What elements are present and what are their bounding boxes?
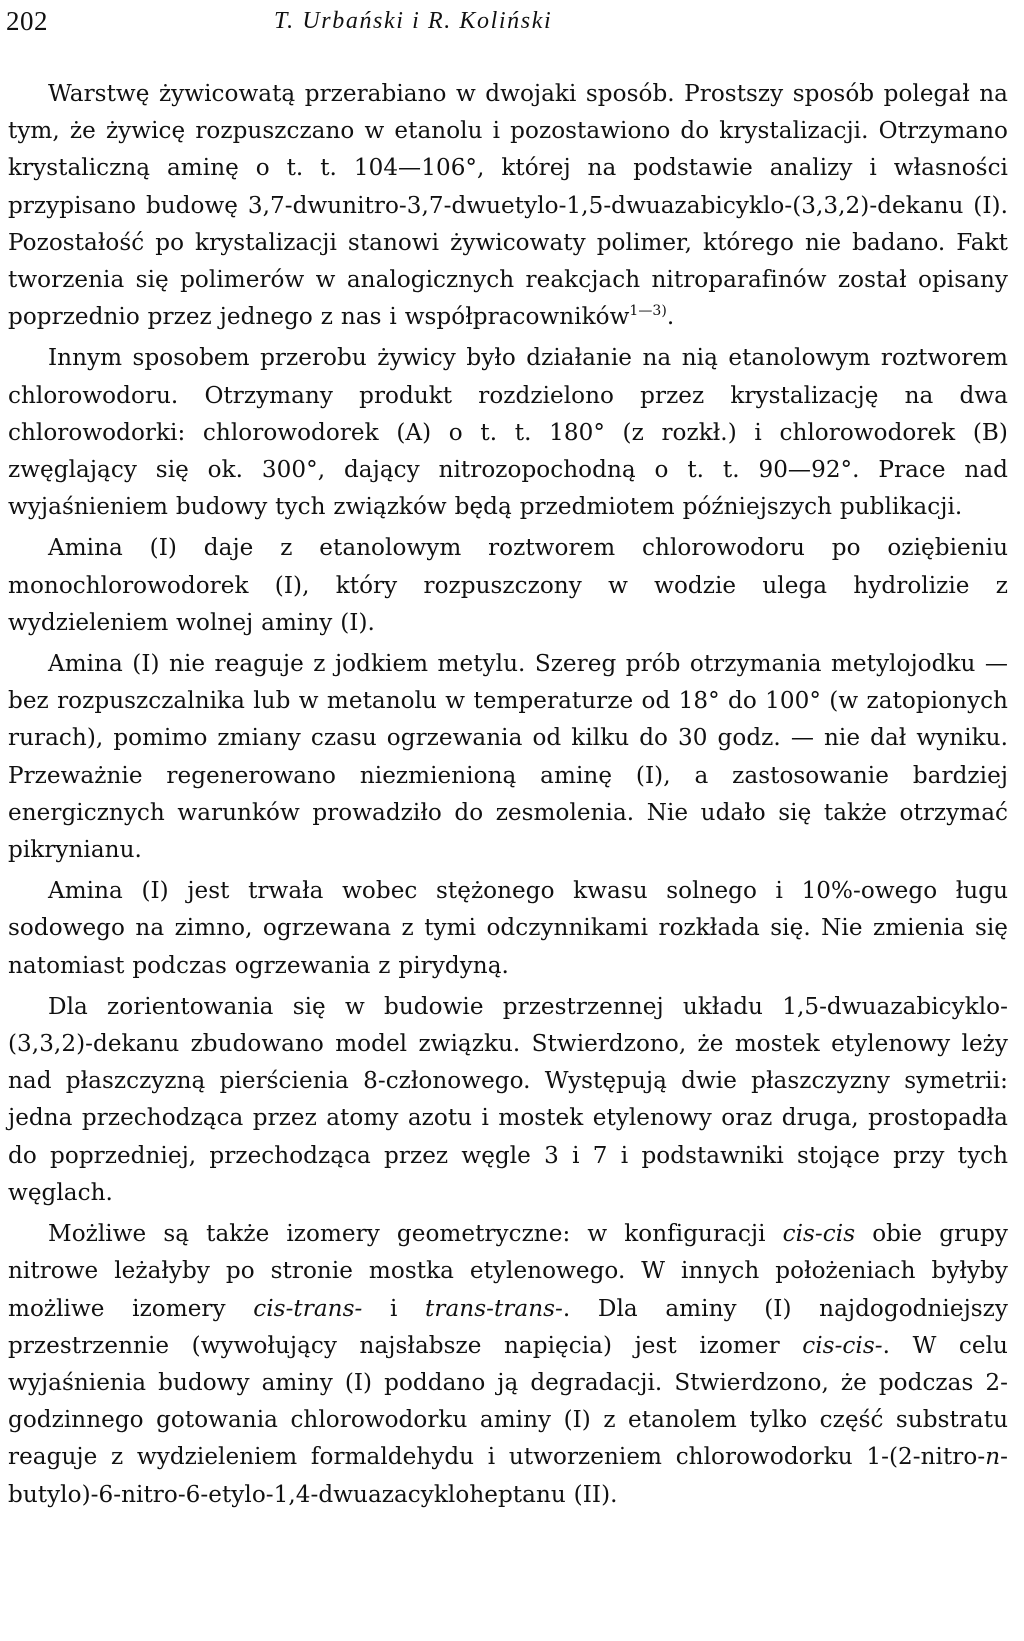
paragraph-7-seg-4: . Dla aminy (I) najdogodniejszy przestrzennie (wywołujący najsłabsze napięcia) jest izomer bbox=[8, 1295, 1009, 1359]
paragraph-7-seg-3: i bbox=[362, 1295, 426, 1322]
paragraph-5 bbox=[8, 873, 1008, 985]
paragraph-7-seg-5: . W celu wyjaśnienia budowy aminy (I) poddano ją degradacji. Stwierdzono, że podczas 2-godzinnego gotowania chlorowodorku aminy (I) z etanolem tylko część substratu reaguje z wydzieleniem formaldehydu i utworzeniem chlorowodorku 1-(2-nitro- bbox=[8, 1332, 1008, 1471]
paragraph-7 bbox=[8, 1216, 1008, 1514]
running-head bbox=[6, 6, 1016, 42]
italic-term-trans-trans: trans-trans- bbox=[425, 1295, 563, 1322]
paragraph-6-text: Dla zorientowania się w budowie przestrzennej układu 1,5-dwuazabicyklo-(3,3,2)-dekanu zbudowano model związku. Stwierdzono, że mostek etylenowy leży nad płaszczyzną pierścienia 8-członowego. Występują dwie płaszczyzny symetrii: jedna przechodząca przez atomy azotu i mostek etylenowy oraz druga, prostopadła do poprzedniej, przechodząca przez węgle 3 i 7 i podstawniki stojące przy tych węglach. bbox=[8, 993, 1008, 1206]
paragraph-1-text: Warstwę żywicowatą przerabiano w dwojaki sposób. Prostszy sposób polegał na tym, że żywicę rozpuszczano w etanolu i pozostawiono do krystalizacji. Otrzymano krystaliczną aminę o t. t. 104—106°, której na podstawie analizy i własności przypisano budowę 3,7-dwunitro-3,7-dwuetylo-1,5-dwuazabicyklo-(3,3,2)-dekanu (I). Pozostałość po krystalizacji stanowi żywicowaty polimer, którego nie badano. Fakt tworzenia się polimerów w analogicznych reakcjach nitroparafinów został opisany poprzednio przez jednego z nas i współpracowników bbox=[8, 81, 1008, 331]
paragraph-7-seg-2: obie grupy nitrowe leżałyby po stronie mostka etylenowego. W innych położeniach byłyby możliwe izomery bbox=[8, 1221, 1008, 1322]
citation-superscript: 1—3) bbox=[629, 303, 667, 320]
paragraph-6 bbox=[8, 989, 1008, 1212]
paragraph-2-text: Innym sposobem przerobu żywicy było działanie na nią etanolowym roztworem chlorowodoru. Otrzymany produkt rozdzielono przez krystalizację na dwa chlorowodorki: chlorowodorek (A) o t. t. 180° (z rozkł.) i chlorowodorek (B) zwęglający się ok. 300°, dający nitrozopochodną o t. t. 90—92°. Prace nad wyjaśnieniem budowy tych związków będą przedmiotem późniejszych publikacji. bbox=[8, 345, 1008, 521]
paragraph-4 bbox=[8, 646, 1008, 869]
paragraph-3 bbox=[8, 530, 1008, 642]
italic-term-n: n bbox=[985, 1444, 1001, 1471]
paragraph-3-text: Amina (I) daje z etanolowym roztworem chlorowodoru po oziębieniu monochlorowodorek (I), który rozpuszczony w wodzie ulega hydrolizie z wydzieleniem wolnej aminy (I). bbox=[8, 535, 1008, 636]
paragraph-7-seg-1: Możliwe są także izomery geometryczne: w konfiguracji bbox=[48, 1221, 783, 1248]
italic-term-cis-cis-2: cis-cis- bbox=[802, 1332, 883, 1359]
article-body bbox=[8, 76, 1008, 1518]
paragraph-1 bbox=[8, 76, 1008, 336]
italic-term-cis-trans: cis-trans- bbox=[253, 1295, 363, 1322]
paragraph-4-text: Amina (I) nie reaguje z jodkiem metylu. Szereg prób otrzymania metylojodku — bez rozpuszczalnika lub w metanolu w temperaturze od 18° do 100° (w zatopionych rurach), pomimo zmiany czasu ogrzewania od kilku do 30 godz. — nie dał wyniku. Przeważnie regenerowano niezmienioną aminę (I), a zastosowanie bardziej energicznych warunków prowadziło do zesmolenia. Nie udało się także otrzymać pikrynianu. bbox=[8, 651, 1008, 864]
paragraph-2 bbox=[8, 340, 1008, 526]
paragraph-5-text: Amina (I) jest trwała wobec stężonego kwasu solnego i 10%-owego ługu sodowego na zimno, ogrzewana z tymi odczynnikami rozkłada się. Nie zmienia się natomiast podczas ogrzewania z pirydyną. bbox=[8, 878, 1008, 979]
page-number: 202 bbox=[6, 6, 48, 36]
paragraph-7-seg-6: -butylo)-6-nitro-6-etylo-1,4-dwuazacykloheptanu (II). bbox=[8, 1444, 1008, 1508]
paragraph-1-end: . bbox=[666, 304, 675, 331]
running-title: T. Urbański i R. Koliński bbox=[274, 8, 553, 34]
italic-term-cis-cis: cis-cis bbox=[782, 1221, 856, 1248]
